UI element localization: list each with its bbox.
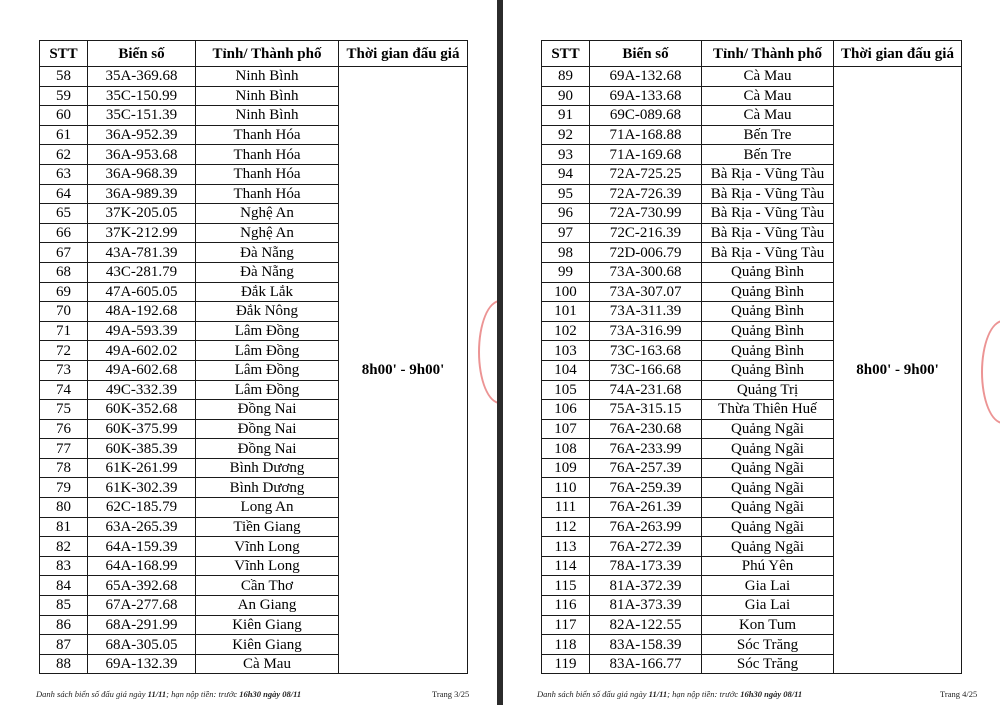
cell-province: Cần Thơ xyxy=(196,576,339,596)
cell-stt: 75 xyxy=(40,400,88,420)
page-number: Trang 4/25 xyxy=(940,689,978,699)
cell-stt: 85 xyxy=(40,596,88,616)
cell-stt: 65 xyxy=(40,204,88,224)
cell-stt: 88 xyxy=(40,654,88,674)
cell-province: Đồng Nai xyxy=(196,439,339,459)
footer-mid: ; hạn nộp tiền: trước xyxy=(667,689,739,699)
table-row xyxy=(542,67,962,87)
cell-stt: 107 xyxy=(542,419,590,439)
cell-stt: 70 xyxy=(40,302,88,322)
cell-province: Đà Nẵng xyxy=(196,262,339,282)
cell-province: Thanh Hóa xyxy=(196,145,339,165)
cell-plate: 81A-373.39 xyxy=(590,596,702,616)
cell-stt: 100 xyxy=(542,282,590,302)
cell-plate: 72A-726.39 xyxy=(590,184,702,204)
cell-plate: 43A-781.39 xyxy=(88,243,196,263)
cell-stt: 115 xyxy=(542,576,590,596)
red-seal-stamp xyxy=(981,320,1000,424)
header-plate: Biển số xyxy=(88,41,196,67)
cell-province: Kiên Giang xyxy=(196,635,339,655)
cell-plate: 64A-159.39 xyxy=(88,537,196,557)
cell-stt: 60 xyxy=(40,106,88,126)
cell-province: Quảng Ngãi xyxy=(702,517,834,537)
cell-stt: 79 xyxy=(40,478,88,498)
cell-stt: 62 xyxy=(40,145,88,165)
cell-plate: 72C-216.39 xyxy=(590,223,702,243)
cell-province: Đắk Lắk xyxy=(196,282,339,302)
cell-stt: 81 xyxy=(40,517,88,537)
cell-province: Vĩnh Long xyxy=(196,556,339,576)
cell-province: Thừa Thiên Huế xyxy=(702,400,834,420)
cell-plate: 76A-272.39 xyxy=(590,537,702,557)
cell-province: Cà Mau xyxy=(702,67,834,87)
cell-stt: 102 xyxy=(542,321,590,341)
cell-province: Quảng Trị xyxy=(702,380,834,400)
cell-stt: 97 xyxy=(542,223,590,243)
cell-stt: 118 xyxy=(542,635,590,655)
cell-plate: 76A-263.99 xyxy=(590,517,702,537)
cell-stt: 74 xyxy=(40,380,88,400)
cell-province: Lâm Đồng xyxy=(196,321,339,341)
cell-plate: 68A-291.99 xyxy=(88,615,196,635)
cell-stt: 113 xyxy=(542,537,590,557)
cell-province: Sóc Trăng xyxy=(702,654,834,674)
cell-plate: 49A-602.68 xyxy=(88,360,196,380)
cell-plate: 82A-122.55 xyxy=(590,615,702,635)
cell-plate: 75A-315.15 xyxy=(590,400,702,420)
cell-stt: 61 xyxy=(40,125,88,145)
cell-plate: 71A-169.68 xyxy=(590,145,702,165)
header-stt: STT xyxy=(542,41,590,67)
cell-plate: 64A-168.99 xyxy=(88,556,196,576)
cell-province: Đồng Nai xyxy=(196,419,339,439)
cell-province: Bình Dương xyxy=(196,458,339,478)
cell-stt: 78 xyxy=(40,458,88,478)
cell-plate: 36A-953.68 xyxy=(88,145,196,165)
footer-prefix: Danh sách biển số đấu giá ngày xyxy=(36,689,146,699)
cell-plate: 73A-300.68 xyxy=(590,262,702,282)
cell-province: Quảng Bình xyxy=(702,360,834,380)
header-time: Thời gian đấu giá xyxy=(339,41,468,67)
cell-province: Nghệ An xyxy=(196,223,339,243)
cell-plate: 49A-593.39 xyxy=(88,321,196,341)
cell-stt: 95 xyxy=(542,184,590,204)
cell-plate: 60K-375.99 xyxy=(88,419,196,439)
cell-plate: 37K-212.99 xyxy=(88,223,196,243)
cell-plate: 68A-305.05 xyxy=(88,635,196,655)
header-stt: STT xyxy=(40,41,88,67)
header-province: Tỉnh/ Thành phố xyxy=(702,41,834,67)
footer-date: 11/11 xyxy=(147,689,167,699)
cell-stt: 82 xyxy=(40,537,88,557)
cell-province: Quảng Bình xyxy=(702,262,834,282)
header-time: Thời gian đấu giá xyxy=(834,41,962,67)
cell-stt: 110 xyxy=(542,478,590,498)
page-number: Trang 3/25 xyxy=(432,689,470,699)
cell-stt: 119 xyxy=(542,654,590,674)
cell-plate: 76A-261.39 xyxy=(590,498,702,518)
cell-plate: 67A-277.68 xyxy=(88,596,196,616)
footer-date: 11/11 xyxy=(648,689,668,699)
cell-province: Thanh Hóa xyxy=(196,164,339,184)
cell-stt: 94 xyxy=(542,164,590,184)
header-province: Tỉnh/ Thành phố xyxy=(196,41,339,67)
cell-plate: 35C-151.39 xyxy=(88,106,196,126)
cell-stt: 73 xyxy=(40,360,88,380)
table-header-row xyxy=(40,41,468,67)
cell-plate: 73C-166.68 xyxy=(590,360,702,380)
cell-plate: 76A-257.39 xyxy=(590,458,702,478)
cell-province: Quảng Bình xyxy=(702,341,834,361)
cell-province: Lâm Đồng xyxy=(196,341,339,361)
footer-deadline: 16h30 ngày 08/11 xyxy=(740,689,803,699)
cell-stt: 99 xyxy=(542,262,590,282)
cell-province: Thanh Hóa xyxy=(196,184,339,204)
cell-stt: 80 xyxy=(40,498,88,518)
cell-province: Ninh Bình xyxy=(196,106,339,126)
cell-province: Bà Rịa - Vũng Tàu xyxy=(702,243,834,263)
cell-province: Nghệ An xyxy=(196,204,339,224)
table-row xyxy=(40,67,468,87)
cell-province: Quảng Ngãi xyxy=(702,458,834,478)
cell-stt: 59 xyxy=(40,86,88,106)
cell-plate: 49A-602.02 xyxy=(88,341,196,361)
cell-province: Thanh Hóa xyxy=(196,125,339,145)
cell-province: Kiên Giang xyxy=(196,615,339,635)
cell-province: Đắk Nông xyxy=(196,302,339,322)
cell-plate: 72A-730.99 xyxy=(590,204,702,224)
cell-province: Cà Mau xyxy=(196,654,339,674)
cell-province: Kon Tum xyxy=(702,615,834,635)
cell-province: Quảng Bình xyxy=(702,282,834,302)
cell-province: Đà Nẵng xyxy=(196,243,339,263)
header-plate: Biển số xyxy=(590,41,702,67)
cell-stt: 105 xyxy=(542,380,590,400)
cell-plate: 76A-233.99 xyxy=(590,439,702,459)
cell-stt: 109 xyxy=(542,458,590,478)
cell-stt: 103 xyxy=(542,341,590,361)
cell-plate: 69A-132.68 xyxy=(590,67,702,87)
cell-stt: 108 xyxy=(542,439,590,459)
document-page-right xyxy=(503,0,1000,705)
cell-stt: 86 xyxy=(40,615,88,635)
cell-province: Quảng Ngãi xyxy=(702,439,834,459)
cell-province: Quảng Ngãi xyxy=(702,478,834,498)
cell-stt: 89 xyxy=(542,67,590,87)
cell-province: Quảng Ngãi xyxy=(702,537,834,557)
cell-plate: 61K-261.99 xyxy=(88,458,196,478)
cell-province: Gia Lai xyxy=(702,596,834,616)
cell-province: Lâm Đồng xyxy=(196,360,339,380)
cell-plate: 62C-185.79 xyxy=(88,498,196,518)
cell-province: Bà Rịa - Vũng Tàu xyxy=(702,184,834,204)
cell-stt: 77 xyxy=(40,439,88,459)
footer-note xyxy=(36,689,301,699)
cell-stt: 114 xyxy=(542,556,590,576)
cell-plate: 69A-133.68 xyxy=(590,86,702,106)
cell-province: Bến Tre xyxy=(702,145,834,165)
cell-stt: 76 xyxy=(40,419,88,439)
cell-province: Bà Rịa - Vũng Tàu xyxy=(702,223,834,243)
cell-plate: 35A-369.68 xyxy=(88,67,196,87)
cell-stt: 69 xyxy=(40,282,88,302)
cell-plate: 69A-132.39 xyxy=(88,654,196,674)
cell-province: Bến Tre xyxy=(702,125,834,145)
cell-stt: 68 xyxy=(40,262,88,282)
cell-plate: 72A-725.25 xyxy=(590,164,702,184)
cell-stt: 104 xyxy=(542,360,590,380)
cell-plate: 83A-158.39 xyxy=(590,635,702,655)
footer-deadline: 16h30 ngày 08/11 xyxy=(239,689,302,699)
cell-plate: 73A-307.07 xyxy=(590,282,702,302)
cell-province: Bà Rịa - Vũng Tàu xyxy=(702,204,834,224)
cell-province: Đồng Nai xyxy=(196,400,339,420)
document-page-left xyxy=(0,0,497,705)
cell-province: Quảng Ngãi xyxy=(702,419,834,439)
cell-stt: 66 xyxy=(40,223,88,243)
cell-province: Phú Yên xyxy=(702,556,834,576)
cell-province: Cà Mau xyxy=(702,106,834,126)
footer-mid: ; hạn nộp tiền: trước xyxy=(166,689,238,699)
cell-plate: 69C-089.68 xyxy=(590,106,702,126)
auction-time-cell: 8h00' - 9h00' xyxy=(834,67,962,674)
cell-province: Quảng Ngãi xyxy=(702,498,834,518)
cell-stt: 112 xyxy=(542,517,590,537)
cell-plate: 76A-230.68 xyxy=(590,419,702,439)
cell-stt: 96 xyxy=(542,204,590,224)
cell-province: Quảng Bình xyxy=(702,321,834,341)
cell-stt: 111 xyxy=(542,498,590,518)
plates-table-left xyxy=(39,40,468,674)
cell-province: Long An xyxy=(196,498,339,518)
cell-plate: 63A-265.39 xyxy=(88,517,196,537)
cell-plate: 36A-968.39 xyxy=(88,164,196,184)
cell-plate: 73A-316.99 xyxy=(590,321,702,341)
cell-plate: 49C-332.39 xyxy=(88,380,196,400)
cell-plate: 48A-192.68 xyxy=(88,302,196,322)
cell-plate: 72D-006.79 xyxy=(590,243,702,263)
cell-stt: 87 xyxy=(40,635,88,655)
cell-plate: 83A-166.77 xyxy=(590,654,702,674)
cell-stt: 91 xyxy=(542,106,590,126)
cell-plate: 37K-205.05 xyxy=(88,204,196,224)
cell-stt: 90 xyxy=(542,86,590,106)
auction-time-cell: 8h00' - 9h00' xyxy=(339,67,468,674)
cell-stt: 63 xyxy=(40,164,88,184)
cell-province: Tiền Giang xyxy=(196,517,339,537)
cell-plate: 61K-302.39 xyxy=(88,478,196,498)
table-header-row xyxy=(542,41,962,67)
plates-table-right xyxy=(541,40,962,674)
cell-plate: 43C-281.79 xyxy=(88,262,196,282)
cell-plate: 81A-372.39 xyxy=(590,576,702,596)
cell-stt: 93 xyxy=(542,145,590,165)
cell-plate: 36A-952.39 xyxy=(88,125,196,145)
cell-stt: 58 xyxy=(40,67,88,87)
cell-stt: 64 xyxy=(40,184,88,204)
cell-stt: 84 xyxy=(40,576,88,596)
cell-plate: 35C-150.99 xyxy=(88,86,196,106)
cell-stt: 101 xyxy=(542,302,590,322)
cell-province: Bình Dương xyxy=(196,478,339,498)
cell-plate: 47A-605.05 xyxy=(88,282,196,302)
cell-plate: 36A-989.39 xyxy=(88,184,196,204)
cell-plate: 76A-259.39 xyxy=(590,478,702,498)
cell-plate: 74A-231.68 xyxy=(590,380,702,400)
cell-province: Vĩnh Long xyxy=(196,537,339,557)
cell-stt: 72 xyxy=(40,341,88,361)
cell-stt: 92 xyxy=(542,125,590,145)
cell-plate: 78A-173.39 xyxy=(590,556,702,576)
cell-plate: 60K-385.39 xyxy=(88,439,196,459)
cell-stt: 98 xyxy=(542,243,590,263)
cell-province: An Giang xyxy=(196,596,339,616)
cell-plate: 73C-163.68 xyxy=(590,341,702,361)
cell-plate: 73A-311.39 xyxy=(590,302,702,322)
cell-stt: 83 xyxy=(40,556,88,576)
footer-prefix: Danh sách biển số đấu giá ngày xyxy=(537,689,647,699)
cell-plate: 60K-352.68 xyxy=(88,400,196,420)
cell-stt: 106 xyxy=(542,400,590,420)
cell-stt: 117 xyxy=(542,615,590,635)
cell-province: Quảng Bình xyxy=(702,302,834,322)
cell-plate: 71A-168.88 xyxy=(590,125,702,145)
cell-province: Gia Lai xyxy=(702,576,834,596)
cell-stt: 67 xyxy=(40,243,88,263)
cell-province: Ninh Bình xyxy=(196,67,339,87)
cell-plate: 65A-392.68 xyxy=(88,576,196,596)
cell-stt: 71 xyxy=(40,321,88,341)
cell-province: Cà Mau xyxy=(702,86,834,106)
cell-stt: 116 xyxy=(542,596,590,616)
footer-note xyxy=(537,689,802,699)
red-seal-stamp xyxy=(478,300,497,404)
cell-province: Ninh Bình xyxy=(196,86,339,106)
cell-province: Lâm Đồng xyxy=(196,380,339,400)
cell-province: Bà Rịa - Vũng Tàu xyxy=(702,164,834,184)
cell-province: Sóc Trăng xyxy=(702,635,834,655)
